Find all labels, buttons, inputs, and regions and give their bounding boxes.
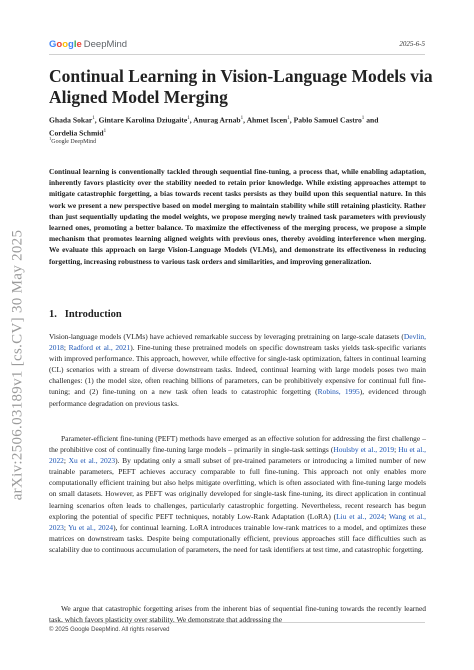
citation-link[interactable]: Robins, 1995 [317, 387, 360, 397]
citation-link[interactable]: Wang et al., 2023 [49, 511, 426, 532]
arxiv-identifier-text: arXiv:2506.03189v1 [cs.CV] 30 May 2025 [9, 229, 26, 501]
intro-paragraph-1 [49, 331, 426, 409]
author-affiliation-mark: 1 [103, 128, 107, 134]
paragraph-text: Parameter-efficient fine-tuning (PEFT) methods have emerged as an effective solution for addressing the first challenge – the prohibitive cost of continually fine-tuning large models – primarily in single-task settings ( [49, 434, 426, 455]
author-name: Pablo Samuel Castro [293, 115, 362, 125]
citation-link[interactable]: Devlin, 2018 [49, 332, 426, 353]
section-heading [49, 309, 122, 320]
google-deepmind-logo [49, 39, 127, 50]
section-title-text: Introduction [64, 309, 122, 320]
footer-divider [49, 622, 425, 623]
copyright-footer: © 2025 Google DeepMind. All rights reserved [49, 627, 170, 633]
author-list: Ghada Sokar$^1$, Gintare Karolina Dziugaite$^1$, Anurag Arnab$^1$, Ahmet Iscen$^1$, Pablo Samuel Castro$^1$ and Cordelia Schmid$^1$ [49, 115, 379, 138]
author-name: Anurag Arnab [193, 115, 241, 125]
citation-link[interactable]: Xu et al., 2023 [68, 456, 116, 466]
paragraph-text: ), evidenced through performance degradation on previous tasks. [49, 387, 427, 408]
logo-google-text: Google [49, 39, 82, 50]
paper-title: Continual Learning in Vision-Language Models via Aligned Model Merging [49, 66, 433, 107]
paragraph-text: ; [63, 456, 69, 466]
paragraph-text: ; [384, 511, 389, 521]
paragraph-text: Vision-language models (VLMs) have achieved remarkable success by leveraging pretraining on large-scale datasets ( [49, 332, 404, 341]
author-affiliation-mark: 1 [240, 116, 244, 121]
citation-link[interactable]: Houlsby et al., 2019 [333, 445, 395, 455]
citation-link[interactable]: Liu et al., 2024 [336, 511, 385, 521]
paragraph-text: ; [63, 343, 69, 353]
intro-paragraph-2 [49, 433, 426, 555]
affiliation-line [49, 136, 96, 145]
citation-link[interactable]: Yu et al., 2024 [68, 522, 114, 532]
author-name: Ghada Sokar [49, 115, 93, 125]
author-affiliation-mark: 1 [361, 116, 365, 121]
author-name: Ahmet Iscen [246, 115, 288, 125]
paragraph-text: ). Fine-tuning these pretrained models on specific downstream tasks yields task-specific variants with improved performance. This approach, however, while effective for single-task optimization, falters in continual learning (CL) scenarios with a stream of diverse downstream tasks. Indeed, continual learning with large models poses two main challenges: (1) the model size, often reaching billions of parameters, can be prohibitively expensive for continual full fine-tuning; and (2) fine-tuning on a new task often leads to catastrophic forgetting ( [49, 343, 427, 397]
arxiv-identifier-stamp [6, 150, 30, 580]
citation-link[interactable]: Radford et al., 2021 [68, 343, 131, 353]
abstract: Continual learning is conventionally tackled through sequential fine-tuning, a process that, while enabling adaptation, inherently favors plasticity over the stability needed to retain prior knowledge. While existing approaches attempt to mitigate catastrophic forgetting, a bias towards recent tasks persists as they build upon this sequential nature. In this work we present a new perspective based on model merging to maintain stability while still retaining plasticity. Rather than just sequentially updating the model weights, we propose merging newly trained task parameters with previously learned ones, promoting a better balance. To maximize the effectiveness of the merging process, we propose a simple mechanism that promotes learning aligned weights with previous ones, thereby avoiding interference when merging. We evaluate this approach on large Vision-Language Models (VLMs), and demonstrate its effectiveness in reducing forgetting, increasing robustness to various task orders and similarities, and improving generalization. [49, 167, 426, 266]
section-number: 1. [49, 309, 57, 320]
header-date: 2025-6-5 [399, 40, 425, 48]
author-name: Gintare Karolina Dziugaite [98, 115, 188, 125]
author-name: Cordelia Schmid [49, 128, 104, 138]
intro-paragraph-3: We argue that catastrophic forgetting arises from the inherent bias of sequential fine-tuning towards the recently learned task, which favors plasticity over stability. We demonstrate that addressing the [49, 604, 426, 625]
author-affiliation-mark: 1 [187, 116, 190, 121]
affiliation-mark: 1 [49, 136, 52, 141]
paragraph-text: ), for continual learning. LoRA introduces trainable low-rank matrices to a model, and optimizes these matrices on downstream tasks. Despite being computationally efficient, previous approaches still face difficulties such as scalability due to continuous accumulation of parameters, the need for task identifiers at test time, and catastrophic forgetting. [49, 522, 427, 554]
paragraph-text: ; [394, 445, 399, 455]
header-divider [49, 54, 425, 55]
affiliation-name: Google DeepMind [51, 139, 97, 145]
author-affiliation-mark: 1 [92, 116, 95, 121]
logo-deepmind-text: DeepMind [83, 39, 128, 50]
citation-link[interactable]: Hu et al., 2022 [49, 445, 426, 466]
paragraph-text: ). By updating only a small subset of pre-trained parameters or introducing a limited number of new trainable parameters, PEFT achieves accuracy comparable to full fine-tuning. This approach not only enables more computationally efficient training but also helps mitigate overfitting, which is often associated with fine-tuning large models on small datasets. However, as PEFT was originally developed for single-task fine-tuning, its direct application in continual learning scenarios often leads to challenges, particularly catastrophic forgetting. Nevertheless, recent research has begun exploring the potential of specific PEFT techniques, notably Low-Rank Adaptation (LoRA) ( [49, 456, 426, 521]
author-affiliation-mark: 1 [287, 116, 290, 121]
paragraph-text: ; [63, 522, 69, 532]
